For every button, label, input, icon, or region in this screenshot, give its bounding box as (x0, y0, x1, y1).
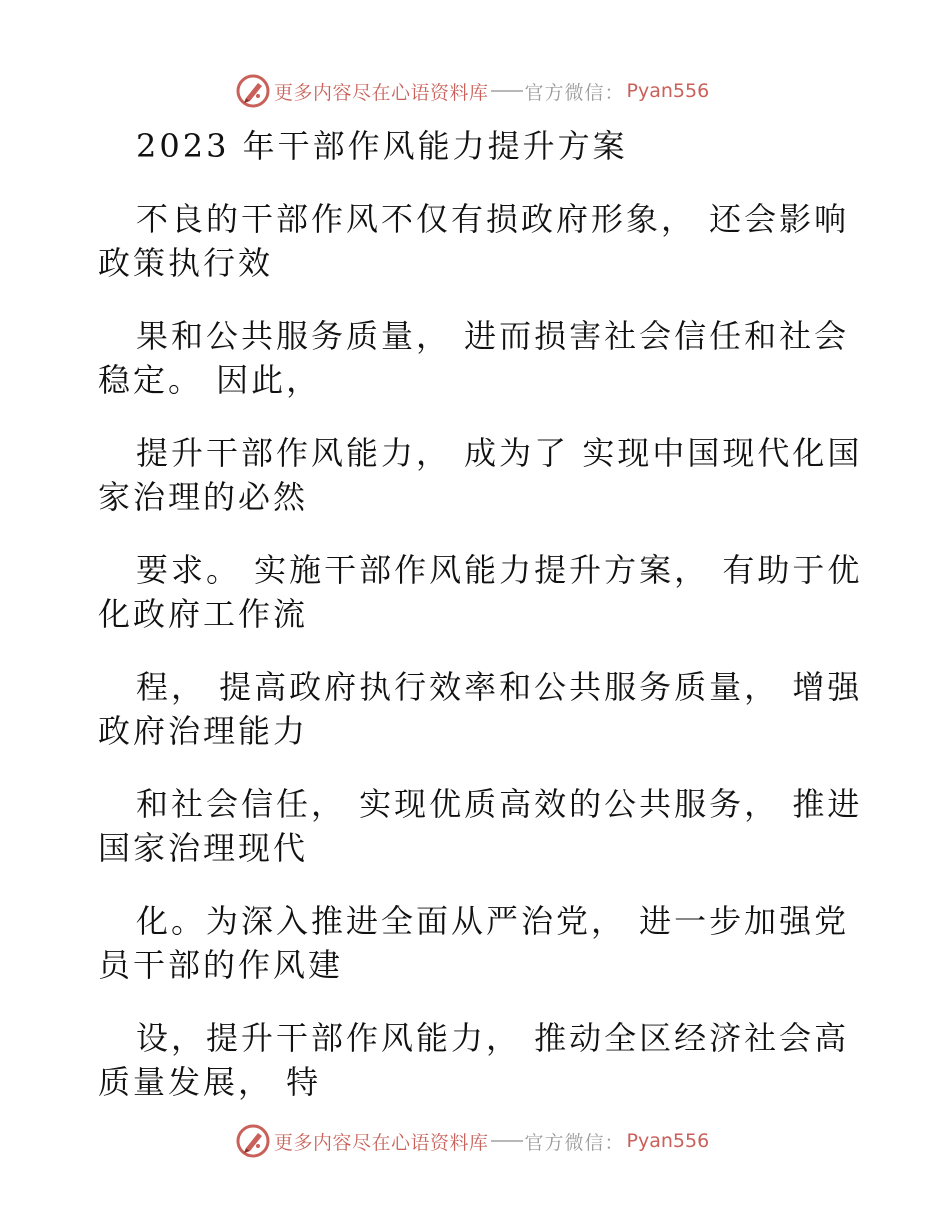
text-line: 化。为深入推进全面从严治党， 进一步加强党 (136, 901, 850, 940)
pen-logo-icon (236, 1124, 270, 1158)
footer-watermark (236, 1124, 709, 1158)
text-line: 员干部的作风建 (98, 946, 344, 984)
watermark-dash (491, 1140, 523, 1142)
watermark-account: Pyan556 (626, 1130, 710, 1152)
text-line: 稳定。 因此， (98, 361, 322, 399)
document-body (98, 124, 863, 1105)
watermark-official: 官方微信： (524, 81, 625, 104)
text-line: 家治理的必然 (98, 478, 309, 516)
text-line: 政府治理能力 (98, 712, 309, 750)
watermark-account: Pyan556 (626, 80, 710, 102)
text-line: 和社会信任， 实现优质高效的公共服务， 推进 (136, 784, 863, 823)
text-line: 要求。 实施干部作风能力提升方案， 有助于优 (136, 550, 863, 589)
watermark-official: 官方微信： (524, 1131, 625, 1154)
watermark-dash (491, 90, 523, 92)
watermark-text: 更多内容尽在心语资料库 (274, 81, 489, 104)
text-line: 国家治理现代 (98, 829, 309, 867)
watermark-text: 更多内容尽在心语资料库 (274, 1131, 489, 1154)
text-line: 设，提升干部作风能力， 推动全区经济社会高 (136, 1018, 850, 1057)
document-title: 2023 年干部作风能力提升方案 (136, 127, 628, 165)
header-watermark (236, 74, 709, 108)
text-line: 提升干部作风能力， 成为了 实现中国现代化国 (136, 433, 863, 472)
pen-logo-icon (236, 74, 270, 108)
text-line: 果和公共服务质量， 进而损害社会信任和社会 (136, 316, 850, 355)
text-line: 政策执行效 (98, 244, 274, 282)
text-line: 不良的干部作风不仅有损政府形象， 还会影响 (136, 199, 850, 238)
text-line: 化政府工作流 (98, 595, 309, 633)
text-line: 程， 提高政府执行效率和公共服务质量， 增强 (136, 667, 863, 706)
text-line: 质量发展， 特 (98, 1063, 322, 1101)
